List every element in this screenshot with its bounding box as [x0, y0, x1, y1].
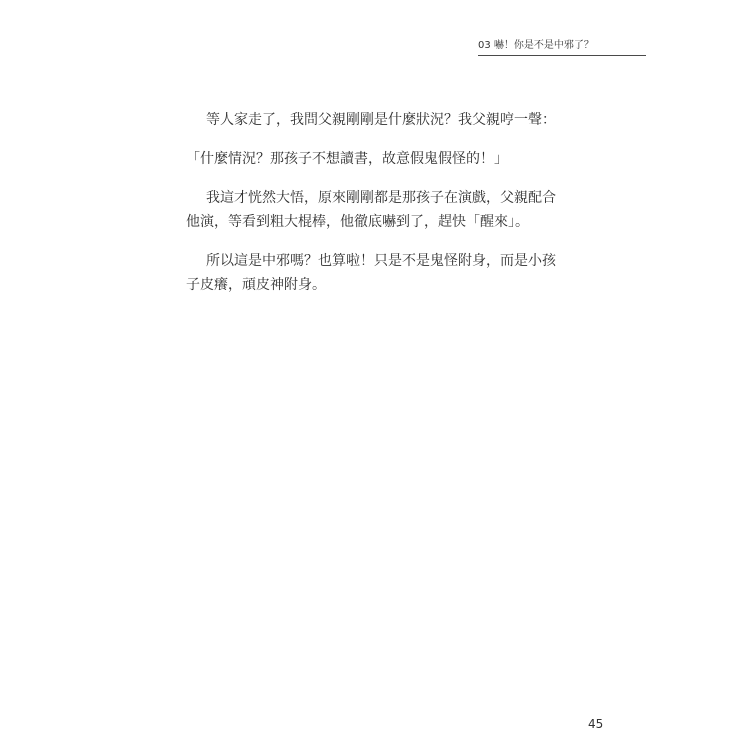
paragraph-4	[186, 249, 586, 297]
paragraph-2	[186, 147, 586, 171]
paragraph-line: 我這才恍然大悟，原來剛剛都是那孩子在演戲，父親配合	[206, 190, 556, 206]
header-rule	[478, 55, 646, 56]
paragraph-3	[186, 186, 586, 234]
paragraph-line: 子皮癢，頑皮神附身。	[186, 277, 326, 293]
running-header: 03 嚇！你是不是中邪了？	[478, 40, 594, 51]
paragraph-line: 他演，等看到粗大棍棒，他徹底嚇到了，趕快「醒來」。	[186, 214, 529, 230]
body-text	[186, 108, 586, 312]
page-number: 45	[588, 717, 604, 731]
paragraph-line: 等人家走了，我問父親剛剛是什麼狀況？我父親哼一聲：	[206, 112, 556, 128]
paragraph-1	[186, 108, 586, 132]
paragraph-line: 「什麼情況？那孩子不想讀書，故意假鬼假怪的！」	[186, 151, 508, 167]
paragraph-line: 所以這是中邪嗎？也算啦！只是不是鬼怪附身，而是小孩	[206, 253, 556, 269]
